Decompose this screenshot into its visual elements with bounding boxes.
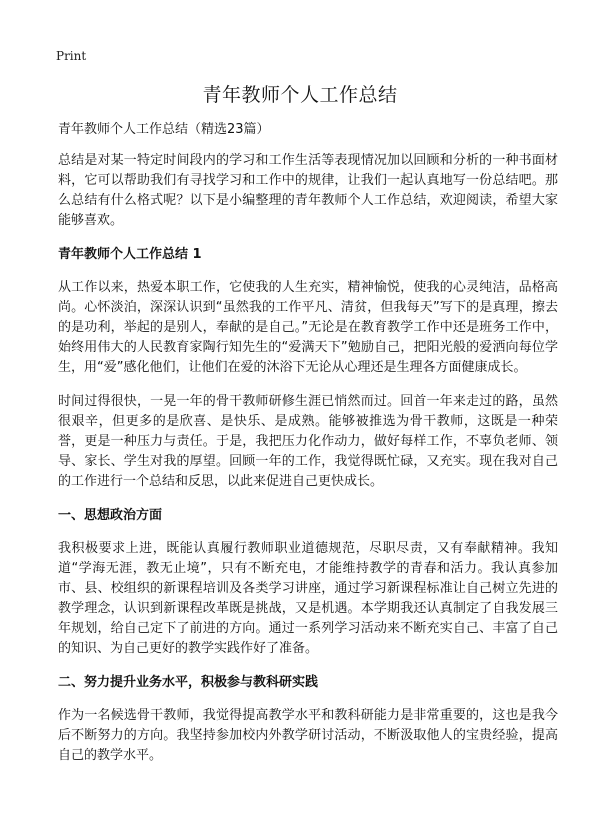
document-body: [58, 120, 558, 780]
page-title: 青年教师个人工作总结: [202, 84, 398, 106]
intro-paragraph: 总结是对某一特定时间段内的学习和工作生活等表现情况加以回顾和分析的一种书面材料，它可以帮助我们有寻找学习和工作中的规律，让我们一起认真地写一份总结吧。那么总结有什么格式呢？以下是小编整理的青年教师个人工作总结，欢迎阅读，希望大家能够喜欢。: [58, 153, 558, 228]
paragraph-2: 时间过得很快，一晃一年的骨干教师研修生涯已悄然而过。回首一年来走过的路，虽然很艰辛，但更多的是欣喜、是快乐、是成熟。能够被推选为骨干教师，这既是一种荣誉，更是一种压力与责任。于是，我把压力化作动力，做好每样工作，不辜负老师、领导、家长、学生对我的厚望。回顾一年的工作，我觉得既忙碌，又充实。现在我对自己的工作进行一个总结和反思，以此来促进自己更快成长。: [58, 394, 558, 489]
section-paragraph-professional: 作为一名候选骨干教师，我觉得提高教学水平和教科研能力是非常重要的，这也是我今后不断努力的方向。我坚持参加校内外教学研讨活动，不断汲取他人的宝贵经验，提高自己的教学水平。: [58, 708, 558, 763]
document-subtitle: 青年教师个人工作总结（精选23篇）: [58, 122, 270, 137]
section-heading-politics: 一、思想政治方面: [58, 508, 163, 523]
section-heading-professional: 二、努力提升业务水平，积极参与教科研实践: [58, 675, 319, 690]
print-link[interactable]: Print: [56, 49, 87, 63]
section-paragraph-politics: 我积极要求上进，既能认真履行教师职业道德规范，尽职尽责，又有奉献精神。我知道“学海无涯，教无止境”，只有不断充电，才能维持教学的青春和活力。我认真参加市、县、校组织的新课程培训及各类学习讲座，通过学习新课程标准让自己树立先进的教学理念，认识到新课程改革既是挑战，又是机遇。本学期我还认真制定了自我发展三年规划，给自己定下了前进的方向。通过一系列学习活动来不断充实自己、丰富了自己的知识、为自己更好的教学实践作好了准备。: [58, 541, 558, 656]
paragraph-1: 从工作以来，热爱本职工作，它使我的人生充实，精神愉悦，使我的心灵纯洁，品格高尚。心怀淡泊，深深认识到“虽然我的工作平凡、清贫，但我每天”写下的是真理，擦去的是功利，举起的是别人，奉献的是自己。”无论是在教育教学工作中还是班务工作中，始终用伟大的人民教育家陶行知先生的“爱满天下”勉励自己，把阳光般的爱洒向每位学生，用“爱”感化他们，让他们在爱的沐浴下无论从心理还是生理各方面健康成长。: [58, 280, 558, 375]
article-heading-1: 青年教师个人工作总结 1: [58, 247, 202, 262]
